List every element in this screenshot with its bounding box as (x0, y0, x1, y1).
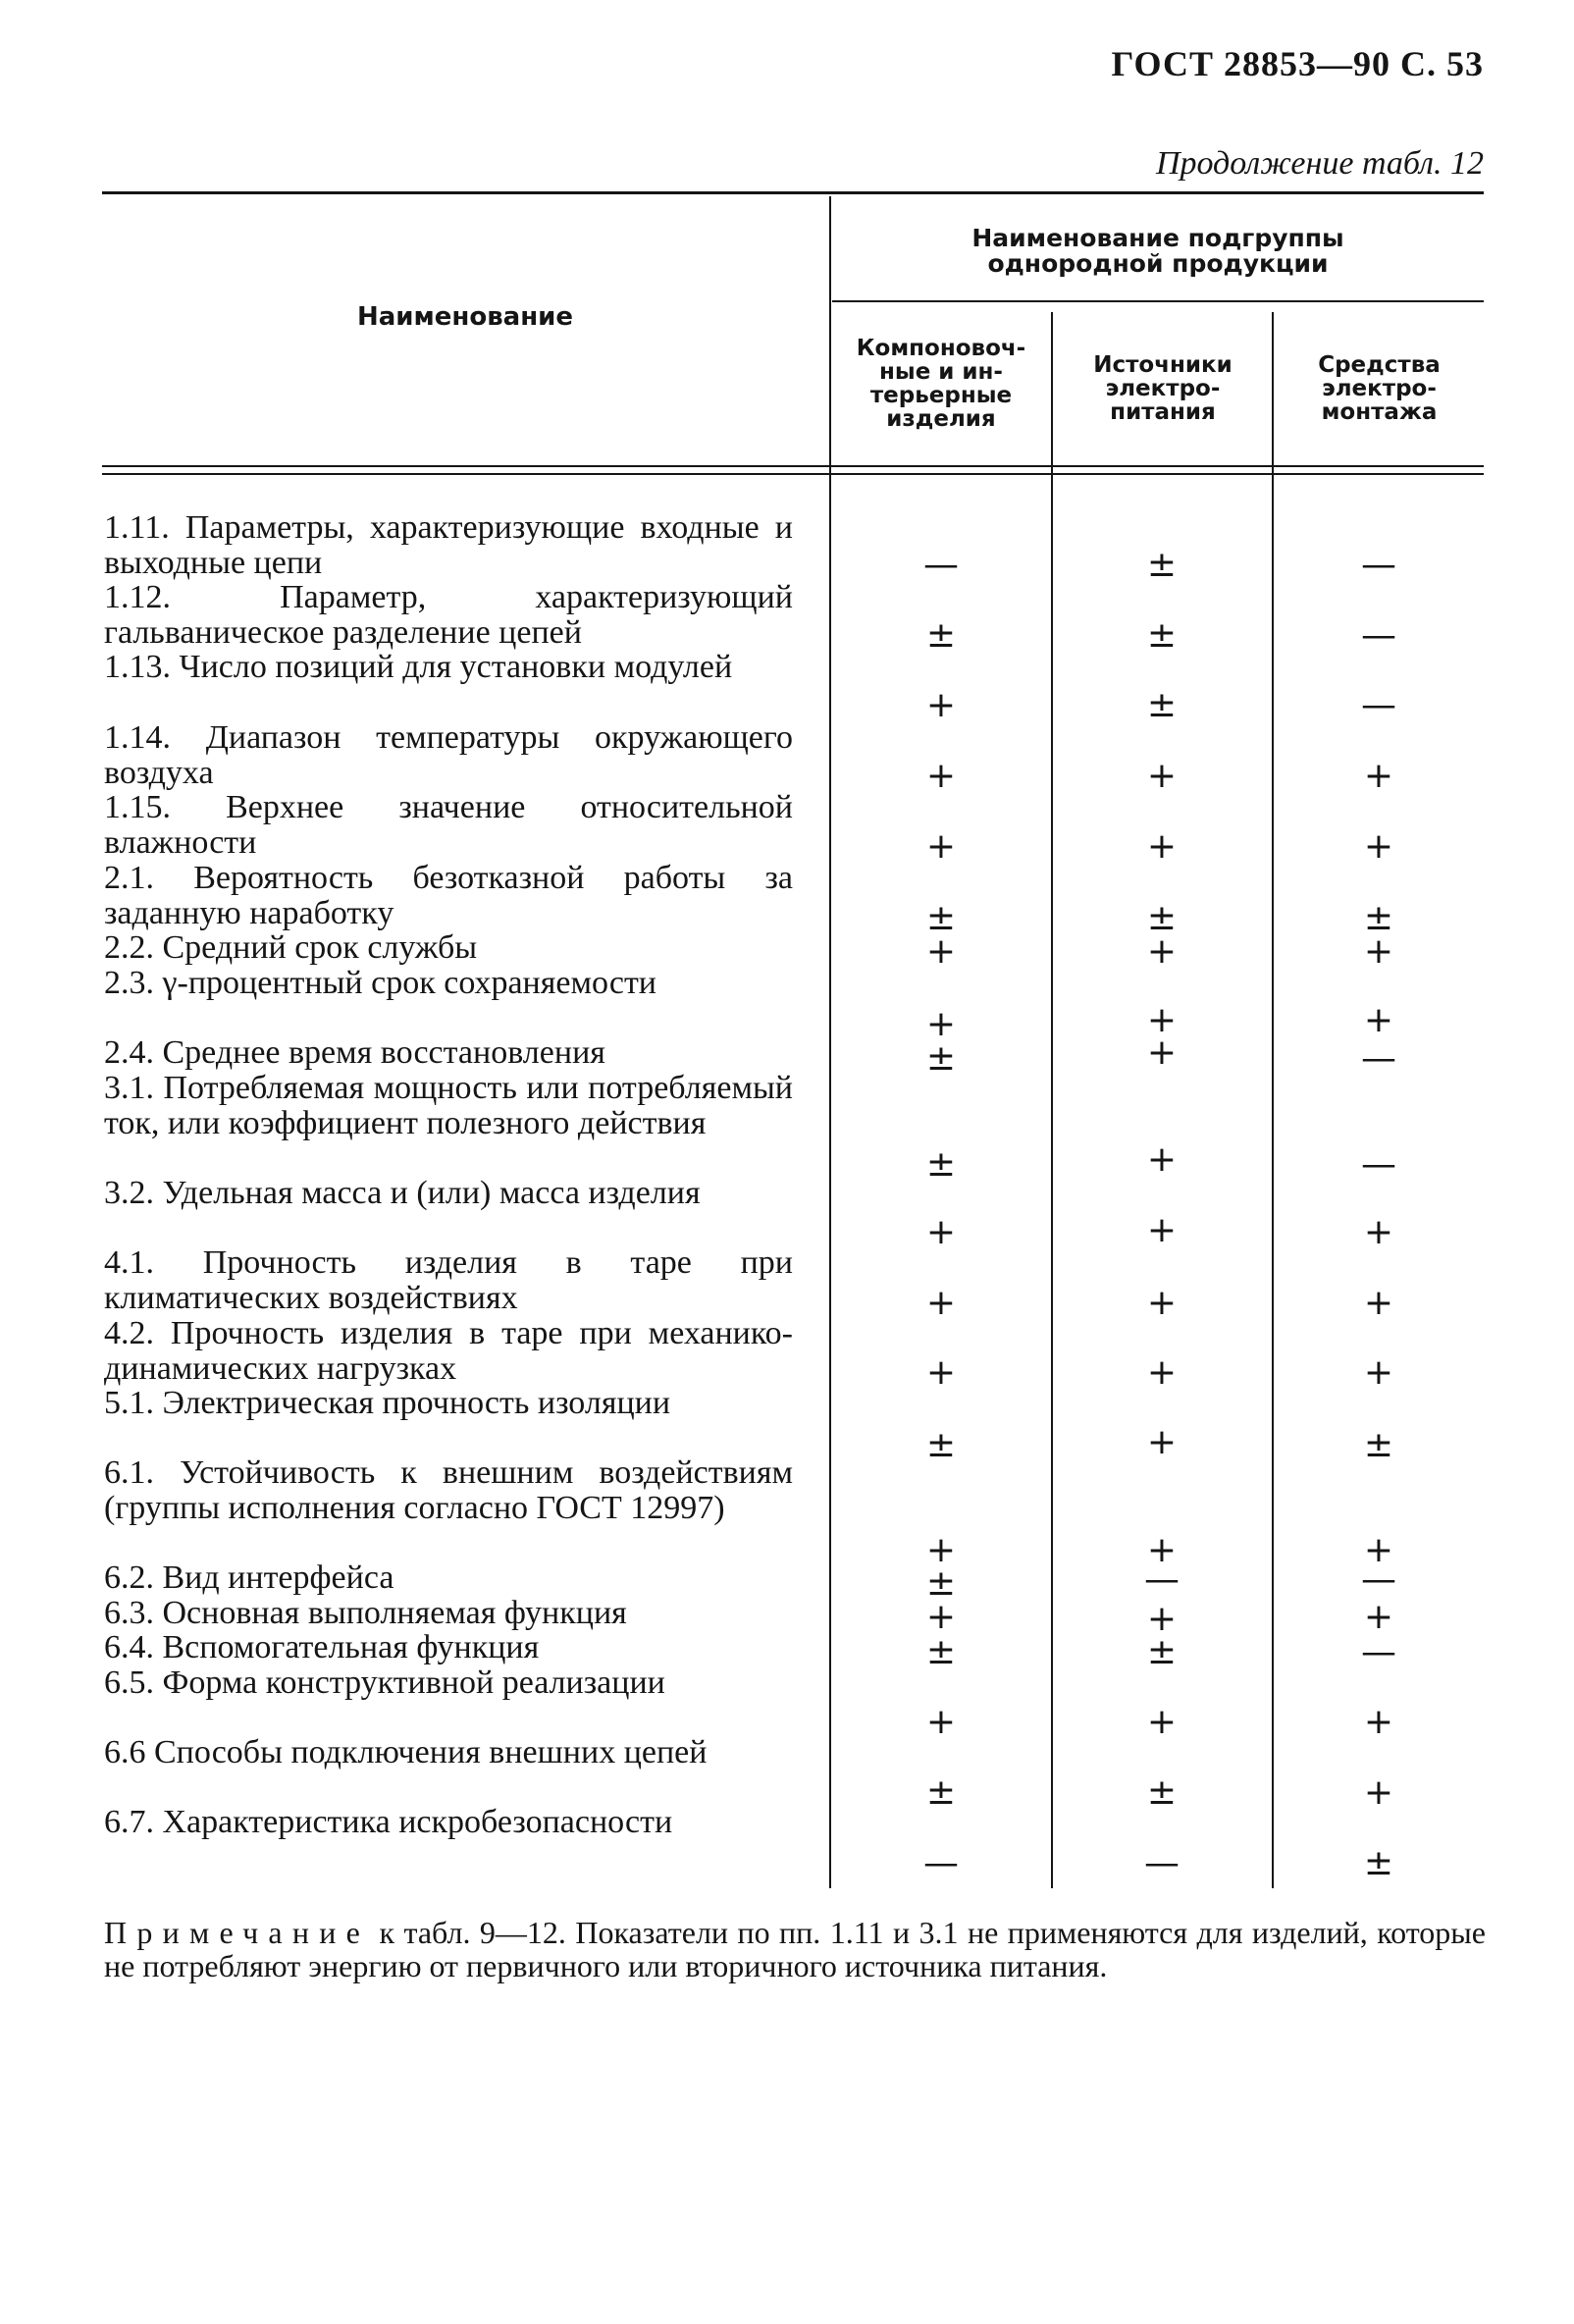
table-row-label: 6.6 Способы подключения внешних цепей (104, 1734, 708, 1770)
mark-cell: ± (925, 1772, 957, 1813)
mark-cell: + (1146, 931, 1178, 972)
table-row-label: 6.3. Основная выполняемая функция (104, 1595, 627, 1631)
column-header-line: питания (1110, 399, 1216, 426)
mark-cell: + (1363, 756, 1394, 796)
mark-cell: + (1146, 1599, 1178, 1639)
mark-cell: + (925, 685, 957, 725)
mark-cell: + (1363, 1530, 1394, 1570)
group-header-line: однородной продукции (987, 249, 1329, 279)
table-note (104, 1916, 1486, 1982)
mark-cell: — (1144, 1843, 1180, 1883)
mark-cell: + (1363, 826, 1394, 867)
table-row-label: 6.5. Форма конструктивной реализации (104, 1664, 665, 1701)
table-row-label: 3.1. Потребляемая мощность или потребляемый ток, или коэффициент полезного действия (104, 1070, 793, 1141)
mark-cell: + (925, 1212, 957, 1252)
column-header-3 (1275, 353, 1484, 424)
mark-cell: — (1361, 1038, 1396, 1079)
mark-cell: + (1146, 1000, 1178, 1040)
table-row-label: 6.2. Вид интерфейса (104, 1559, 394, 1596)
mark-cell: + (1363, 1000, 1394, 1040)
mark-cell: + (1363, 1212, 1394, 1252)
header-bottom-rule-1 (102, 465, 1484, 467)
mark-cell: + (1363, 1702, 1394, 1742)
mark-cell: — (923, 545, 959, 585)
table-row-label: 2.3. γ-процентный срок сохраняемости (104, 965, 656, 1001)
table-continuation-caption: Продолжение табл. 12 (1155, 145, 1484, 182)
mark-cell: — (1361, 1559, 1396, 1600)
mark-cell: ± (925, 1038, 957, 1079)
table-row-label: 2.1. Вероятность безотказной работы за заданную наработку (104, 860, 793, 931)
mark-cell: + (1363, 1352, 1394, 1393)
mark-cell: + (1146, 1352, 1178, 1393)
mark-cell: ± (1146, 1632, 1178, 1672)
mark-cell: + (925, 1702, 957, 1742)
mark-cell: + (925, 931, 957, 972)
mark-cell: ± (1146, 898, 1178, 938)
table-row-label: 3.2. Удельная масса и (или) масса изделия (104, 1175, 701, 1211)
mark-cell: ± (1146, 615, 1178, 656)
table-row-label: 5.1. Электрическая прочность изоляции (104, 1385, 671, 1421)
column-header-line: электро- (1105, 376, 1221, 402)
column-header-line: изделия (886, 406, 996, 433)
mark-cell: + (925, 1283, 957, 1323)
mark-cell: + (1146, 826, 1178, 867)
table-row-label: 2.2. Средний срок службы (104, 929, 478, 966)
mark-cell: + (925, 826, 957, 867)
mark-cell: ± (1146, 685, 1178, 725)
mark-cell: ± (925, 1425, 957, 1465)
mark-cell: + (925, 1530, 957, 1570)
column-divider-2 (1051, 312, 1053, 1888)
mark-cell: + (1146, 1139, 1178, 1180)
table-top-rule (102, 191, 1484, 194)
column-header-2 (1054, 353, 1272, 424)
page-header: ГОСТ 28853—90 С. 53 (1111, 44, 1484, 83)
mark-cell: + (1363, 1283, 1394, 1323)
mark-cell: ± (1363, 898, 1394, 938)
mark-cell: ± (925, 898, 957, 938)
mark-cell: + (925, 1004, 957, 1044)
mark-cell: ± (925, 1563, 957, 1604)
table-row-label: 4.2. Прочность изделия в таре при механико-динамических нагрузках (104, 1315, 793, 1387)
table-row-label: 6.7. Характеристика искробезопасности (104, 1804, 673, 1840)
mark-cell: + (1146, 1210, 1178, 1250)
note-text: к табл. 9—12. Показатели по пп. 1.11 и 3.1 не применяются для изделий, которые не потребляют энергию от первичного или вторичного источника питания. (104, 1915, 1487, 1983)
mark-cell: ± (1146, 545, 1178, 585)
column-header-1 (832, 337, 1050, 432)
group-header (832, 226, 1484, 278)
column-header-line: Средства (1318, 352, 1441, 378)
column-header-line: Компоновоч- (856, 336, 1026, 361)
mark-cell: + (925, 756, 957, 796)
mark-cell: — (1361, 1144, 1396, 1185)
table-row-label: 1.11. Параметры, характеризующие входные и выходные цепи (104, 509, 793, 581)
group-header-line: Наименование подгруппы (971, 224, 1344, 252)
mark-cell: + (925, 1597, 957, 1637)
table-row-label: 4.1. Прочность изделия в таре при климатических воздействиях (104, 1244, 793, 1316)
column-header-line: Источники (1093, 352, 1233, 378)
mark-cell: + (1146, 1283, 1178, 1323)
mark-cell: ± (1363, 1843, 1394, 1883)
mark-cell: + (1146, 1702, 1178, 1742)
mark-cell: ± (1146, 1772, 1178, 1813)
column-header-line: электро- (1322, 376, 1437, 402)
column-divider-3 (1272, 312, 1274, 1888)
mark-cell: ± (925, 1632, 957, 1672)
mark-cell: — (1361, 685, 1396, 725)
mark-cell: + (1146, 756, 1178, 796)
table-row-label: 6.4. Вспомогательная функция (104, 1629, 540, 1665)
column-header-line: монтажа (1321, 399, 1438, 426)
mark-cell: + (1363, 931, 1394, 972)
mark-cell: — (923, 1843, 959, 1883)
mark-cell: ± (925, 615, 957, 656)
column-header-line: ные и ин- (879, 359, 1003, 386)
mark-cell: + (925, 1352, 957, 1393)
mark-cell: ± (925, 1144, 957, 1185)
table-row-label: 6.1. Устойчивость к внешним воздействиям (группы исполнения согласно ГОСТ 12997) (104, 1454, 793, 1526)
table-row-label: 1.12. Параметр, характеризующий гальваническое разделение цепей (104, 579, 793, 651)
note-lead: Примечание (104, 1915, 371, 1950)
column-header-line: терьерные (869, 383, 1013, 409)
table-row-label: 2.4. Среднее время восстановления (104, 1034, 605, 1071)
table-row-label: 1.13. Число позиций для установки модулей (104, 649, 733, 685)
mark-cell: + (1363, 1772, 1394, 1813)
mark-cell: + (1146, 1422, 1178, 1462)
column-divider-1 (829, 196, 831, 1888)
mark-cell: + (1146, 1032, 1178, 1073)
group-header-rule (832, 300, 1484, 302)
mark-cell: + (1363, 1597, 1394, 1637)
table-row-label: 1.14. Диапазон температуры окружающего воздуха (104, 719, 793, 791)
mark-cell: — (1361, 615, 1396, 656)
table-row-label: 1.15. Верхнее значение относительной влажности (104, 789, 793, 861)
name-column-header: Наименование (356, 302, 574, 332)
mark-cell: ± (1363, 1425, 1394, 1465)
mark-cell: — (1361, 545, 1396, 585)
header-bottom-rule-2 (102, 473, 1484, 475)
mark-cell: — (1144, 1559, 1180, 1600)
mark-cell: + (1146, 1530, 1178, 1570)
mark-cell: — (1361, 1632, 1396, 1672)
